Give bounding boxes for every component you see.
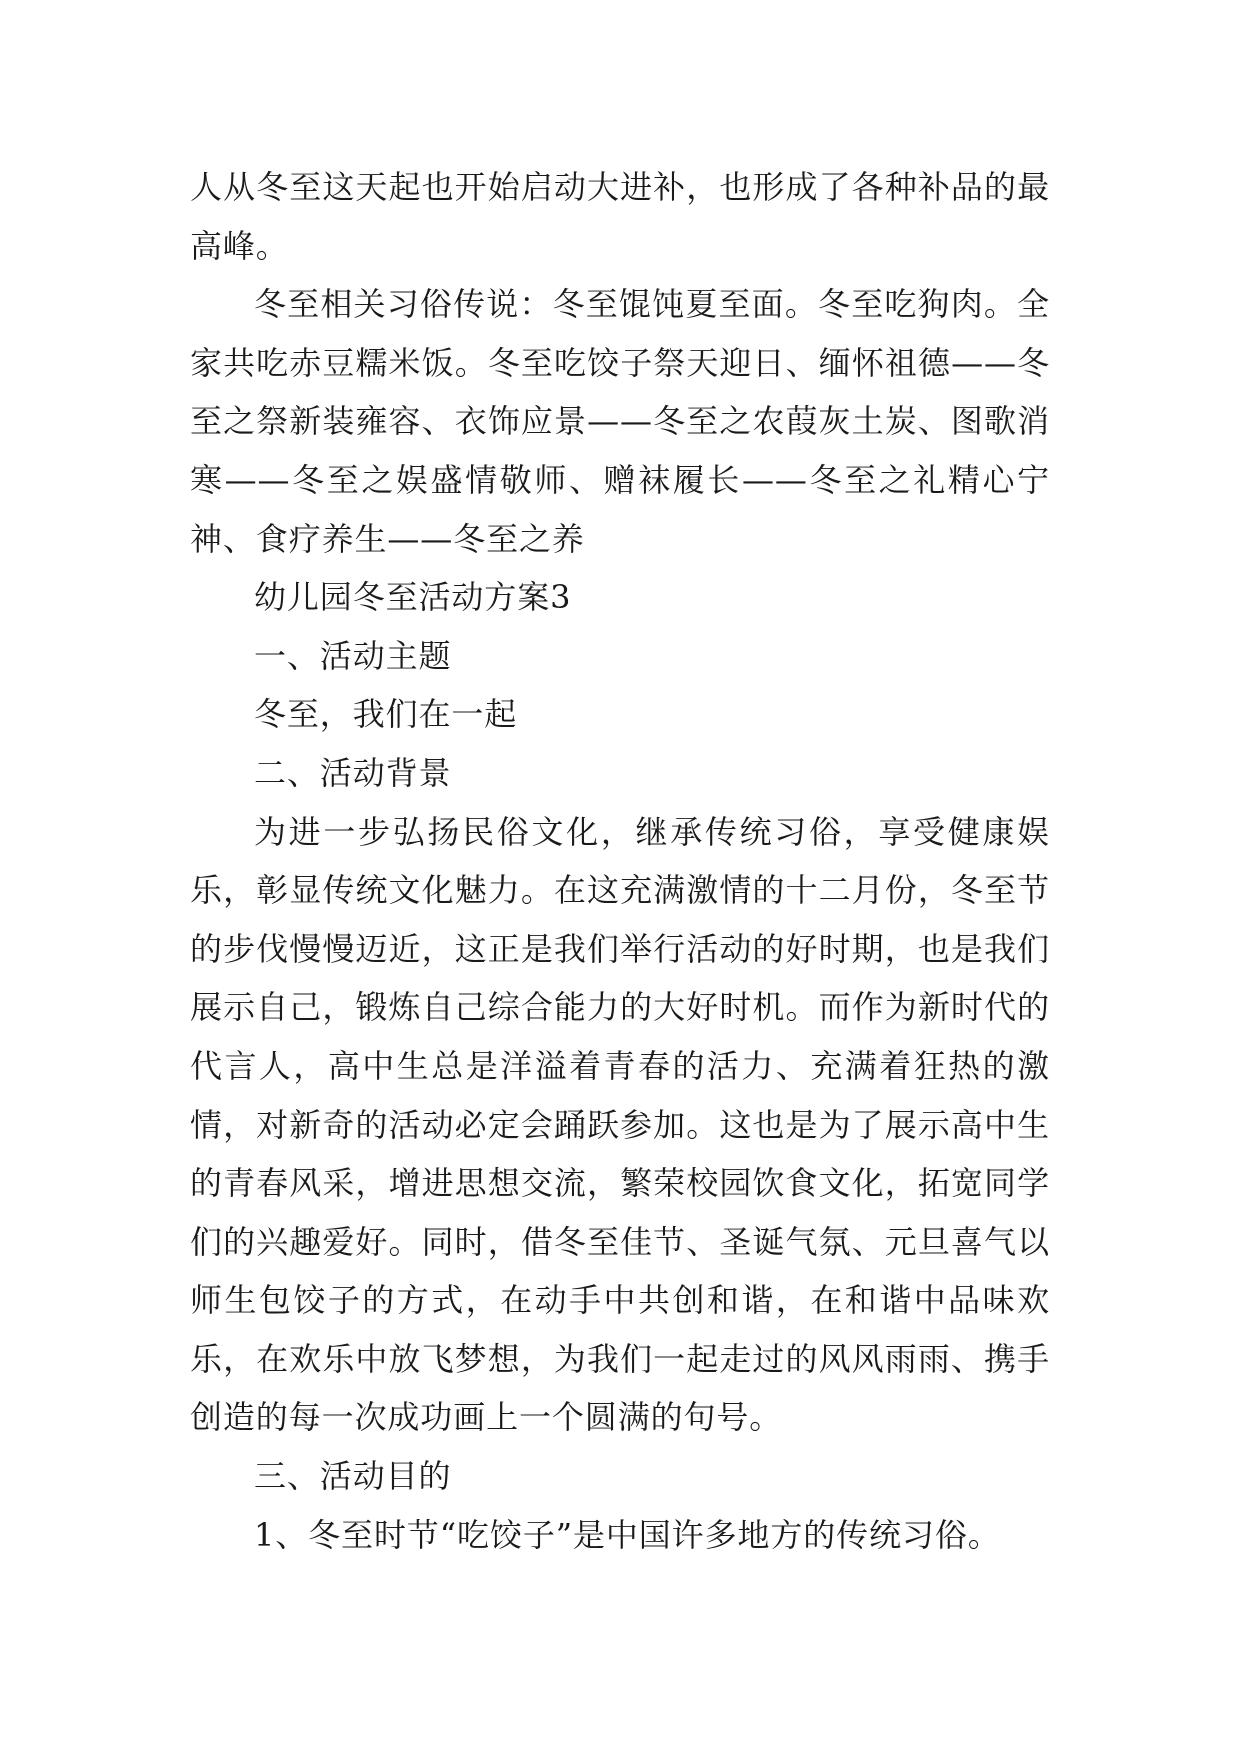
- paragraph-background: 为进一步弘扬民俗文化，继承传统习俗，享受健康娱乐，彰显传统文化魅力。在这充满激情的十二月份，冬至节的步伐慢慢迈近，这正是我们举行活动的好时期，也是我们展示自己，锻炼自己综合能力的大好时机。而作为新时代的代言人，高中生总是洋溢着青春的活力、充满着狂热的激情，对新奇的活动必定会踊跃参加。这也是为了展示高中生的青春风采，增进思想交流，繁荣校园饮食文化，拓宽同学们的兴趣爱好。同时，借冬至佳节、圣诞气氛、元旦喜气以师生包饺子的方式，在动手中共创和谐，在和谐中品味欢乐，在欢乐中放飞梦想，为我们一起走过的风风雨雨、携手创造的每一次成功画上一个圆满的句号。: [190, 812, 1050, 1437]
- paragraph-purpose-1: 1、冬至时节“吃饺子”是中国许多地方的传统习俗。: [254, 1515, 1001, 1554]
- paragraph-customs-legend: 冬至相关习俗传说：冬至馄饨夏至面。冬至吃狗肉。全家共吃赤豆糯米饭。冬至吃饺子祭天迎日、缅怀祖德——冬至之祭新装雍容、衣饰应景——冬至之农葭灰土炭、图歌消寒——冬至之娱盛情敬师、赠袜履长——冬至之礼精心宁神、食疗养生——冬至之养: [190, 285, 1050, 558]
- heading-activity-background: 二、活动背景: [254, 753, 452, 792]
- heading-activity-theme: 一、活动主题: [254, 636, 452, 675]
- paragraph-1: 人从冬至这天起也开始启动大进补，也形成了各种补品的最高峰。: [190, 168, 1050, 265]
- paragraph-theme: 冬至，我们在一起: [254, 695, 518, 734]
- document-body: [190, 158, 1050, 1564]
- heading-activity-purpose: 三、活动目的: [254, 1457, 452, 1496]
- section-title-plan-3: 幼儿园冬至活动方案3: [254, 578, 572, 617]
